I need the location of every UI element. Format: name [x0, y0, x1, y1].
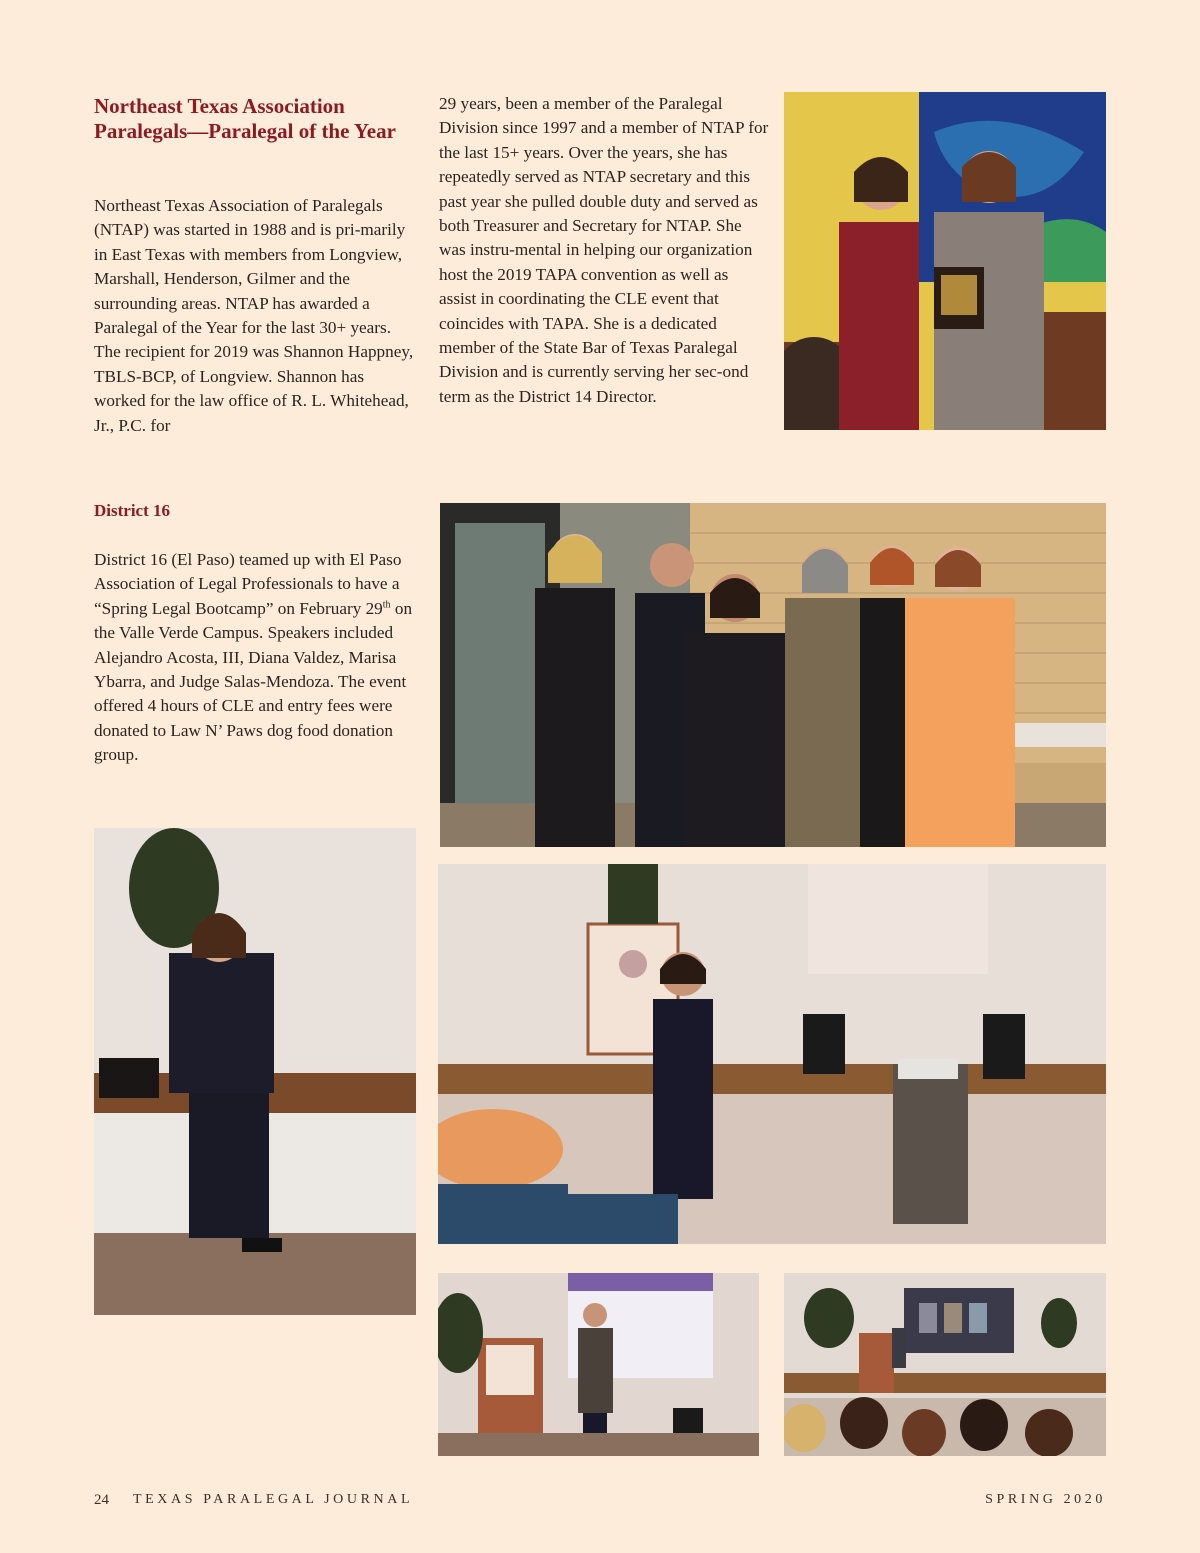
speaker-photo-1 [94, 828, 416, 1315]
article-body-district16: District 16 (El Paso) teamed up with El Paso Association of Legal Professionals to have a “Spring Legal Bootcamp” on February 29th on the Valle Verde Campus. Speakers included Alejandro Acosta, III, Diana Valdez, Marisa Ybarra, and Judge Salas-Mendoza. The event offered 4 hours of CLE and entry fees were donated to Law N’ Paws dog food donation group. [94, 550, 413, 765]
article-title-district16: District 16 [94, 501, 171, 520]
journal-name: TEXAS PARALEGAL JOURNAL [133, 1492, 414, 1507]
speaker-photo-2 [438, 864, 1106, 1244]
page-number: 24 [94, 1492, 109, 1508]
issue-label: SPRING 2020 [985, 1492, 1106, 1507]
article-body-ntap-col1: Northeast Texas Association of Paralegals (NTAP) was started in 1988 and is pri-marily in East Texas with members from Longview, Marshall, Henderson, Gilmer and the surrounding areas. NTAP has awarded a Paralegal of the Year for the last 30+ years. The recipient for 2019 was Shannon Happney, TBLS-BCP, of Longview. Shannon has worked for the law office of R. L. Whitehead, Jr., P.C. for [94, 196, 414, 435]
presentation-photo-1 [438, 1273, 759, 1456]
article-body-ntap-col2: 29 years, been a member of the Paralegal Division since 1997 and a member of NTAP for the last 15+ years. Over the years, she has repeatedly served as NTAP secretary and this past year she pulled double duty and served as both Treasurer and Secretary for NTAP. She was instru-mental in helping our organization host the 2019 TAPA convention as well as assist in coordinating the CLE event that coincides with TAPA. She is a dedicated member of the State Bar of Texas Paralegal Division and is currently serving her sec-ond term as the District 14 Director. [439, 94, 769, 406]
group-photo [440, 503, 1106, 847]
article-title-ntap: Northeast Texas Association Paralegals—Paralegal of the Year [94, 94, 396, 143]
award-presentation-photo [784, 92, 1106, 430]
presentation-photo-2 [784, 1273, 1106, 1456]
